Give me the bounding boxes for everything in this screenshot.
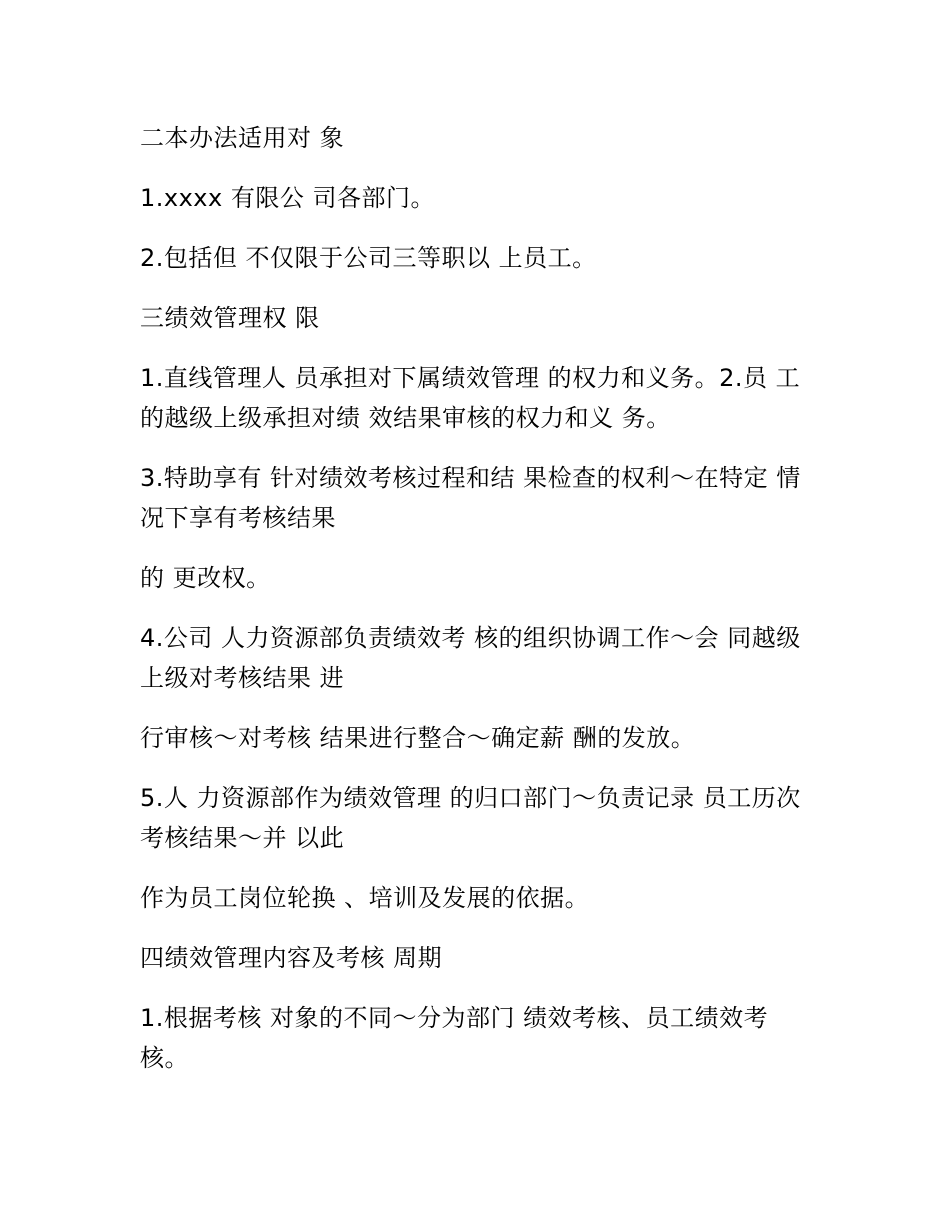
- paragraph-authority-5-cont: 作为员工岗位轮换 、培训及发展的依据。: [140, 884, 590, 912]
- paragraph-scope-1: 1.xxxx 有限公 司各部门。: [140, 184, 435, 212]
- paragraph-authority-3: 3.特助享有 针对绩效考核过程和结 果检查的权利～在特定 情况下享有考核结果: [140, 464, 801, 532]
- section-heading-scope: 二本办法适用对 象: [140, 124, 345, 152]
- section-heading-authority: 三绩效管理权 限: [140, 304, 320, 332]
- paragraph-authority-4-cont: 行审核～对考核 结果进行整合～确定薪 酬的发放。: [140, 724, 696, 752]
- document-body: [140, 118, 810, 1098]
- paragraph-scope-2: 2.包括但 不仅限于公司三等职以 上员工。: [140, 244, 597, 272]
- section-heading-content-cycle: 四绩效管理内容及考核 周期: [140, 944, 443, 972]
- paragraph-authority-3-cont: 的 更改权。: [140, 564, 271, 592]
- paragraph-content-1: 1.根据考核 对象的不同～分为部门 绩效考核、员工绩效考 核。: [140, 1004, 769, 1072]
- paragraph-authority-5: 5.人 力资源部作为绩效管理 的归口部门～负责记录 员工历次考核结果～并 以此: [140, 784, 801, 852]
- paragraph-authority-4: 4.公司 人力资源部负责绩效考 核的组织协调工作～会 同越级上级对考核结果 进: [140, 624, 801, 692]
- paragraph-authority-1: 1.直线管理人 员承担对下属绩效管理 的权力和义务。2.员 工的越级上级承担对绩 效结果审核的权力和义 务。: [140, 364, 801, 432]
